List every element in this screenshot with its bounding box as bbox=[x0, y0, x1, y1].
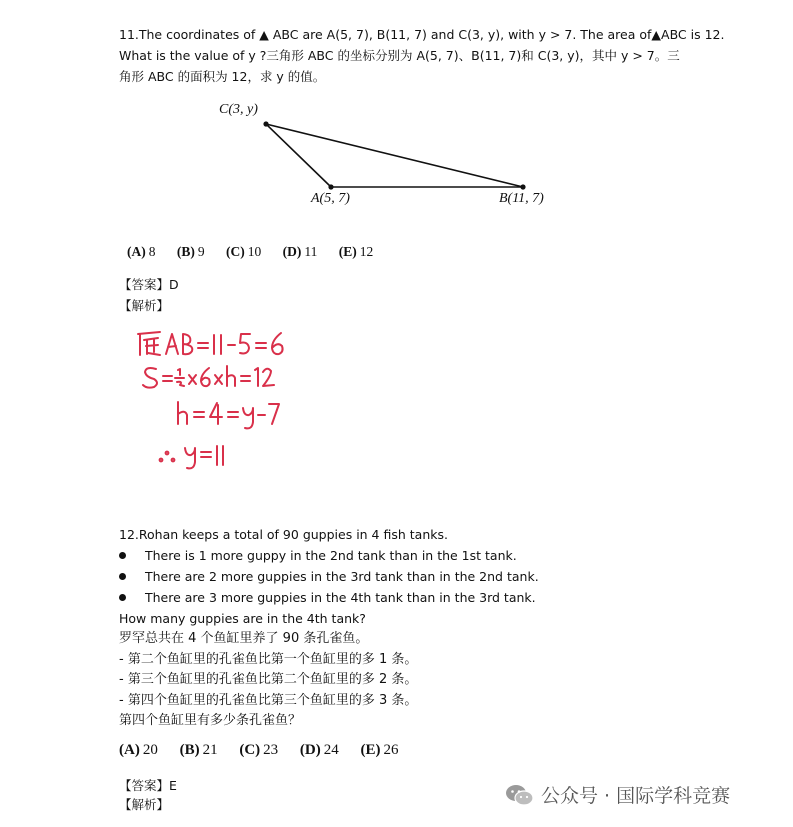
label-a: A(5, 7) bbox=[311, 191, 350, 206]
hw-line4 bbox=[160, 446, 223, 468]
q11-text-line2: What is the value of y ?三角形 ABC 的坐标分别为 A(5, 7)、B(11, 7)和 C(3, y)，其中 y > 7。三 bbox=[119, 48, 680, 63]
q12-choice-e[interactable]: (E) 26 bbox=[360, 742, 399, 758]
q12-bullet-1: There is 1 more guppy in the 2nd tank than in the 1st tank. bbox=[119, 547, 517, 565]
q12-text-line1: 12.Rohan keeps a total of 90 guppies in 4 fish tanks. bbox=[119, 527, 448, 542]
q12-cn-line1: 罗罕总共在 4 个鱼缸里养了 90 条孔雀鱼。 bbox=[119, 631, 369, 646]
q12-bullet-2: There are 2 more guppies in the 3rd tank than in the 2nd tank. bbox=[119, 568, 539, 586]
q11-analysis-label: 【解析】 bbox=[119, 298, 170, 313]
bullet-icon bbox=[119, 573, 126, 580]
q12-answer: 【答案】E bbox=[119, 778, 177, 793]
hw-line1 bbox=[138, 332, 283, 355]
watermark-text: 公众号 · 国际学科竞赛 bbox=[541, 785, 731, 807]
q12-cn-line2: - 第二个鱼缸里的孔雀鱼比第一个鱼缸里的多 1 条。 bbox=[119, 652, 418, 667]
q12-choice-a[interactable]: (A) 20 bbox=[119, 742, 158, 758]
handwritten-solution bbox=[130, 320, 310, 480]
wechat-icon bbox=[505, 783, 535, 807]
q11-choice-e[interactable]: (E) 12 bbox=[338, 244, 374, 259]
q12-question-en: How many guppies are in the 4th tank? bbox=[119, 611, 366, 626]
bullet-icon bbox=[119, 594, 126, 601]
vertex-b bbox=[520, 184, 525, 189]
q11-choice-a[interactable]: (A) 8 bbox=[127, 244, 156, 259]
q11-choice-d[interactable]: (D) 11 bbox=[282, 244, 318, 259]
q12-choice-b[interactable]: (B) 21 bbox=[179, 742, 218, 758]
q11-choice-c[interactable]: (C) 10 bbox=[226, 244, 262, 259]
q11-choice-b[interactable]: (B) 9 bbox=[176, 244, 205, 259]
label-c: C(3, y) bbox=[219, 102, 258, 117]
q12-cn-line4: - 第四个鱼缸里的孔雀鱼比第三个鱼缸里的多 3 条。 bbox=[119, 693, 418, 708]
q12-cn-line5: 第四个鱼缸里有多少条孔雀鱼？ bbox=[119, 713, 302, 728]
q12-choice-d[interactable]: (D) 24 bbox=[299, 742, 339, 758]
label-b: B(11, 7) bbox=[499, 191, 544, 206]
q11-choices bbox=[127, 244, 391, 260]
side-cb bbox=[266, 124, 523, 187]
q11-text-line3: 角形 ABC 的面积为 12，求 y 的值。 bbox=[119, 69, 326, 84]
hw-line3 bbox=[178, 402, 279, 428]
q12-analysis-label: 【解析】 bbox=[119, 797, 170, 812]
bullet-icon bbox=[119, 552, 126, 559]
q12-choices bbox=[119, 742, 416, 759]
side-ca bbox=[266, 124, 331, 187]
vertex-a bbox=[328, 184, 333, 189]
q11-text-line1: 11.The coordinates of ▲ ABC are A(5, 7), B(11, 7) and C(3, y), with y > 7. The area of▲ABC is 12. bbox=[119, 27, 725, 42]
q12-choice-c[interactable]: (C) 23 bbox=[239, 742, 279, 758]
q12-cn-line3: - 第三个鱼缸里的孔雀鱼比第二个鱼缸里的多 2 条。 bbox=[119, 672, 418, 687]
vertex-c bbox=[263, 121, 268, 126]
hw-line2 bbox=[143, 366, 274, 388]
q12-bullet-3: There are 3 more guppies in the 4th tank than in the 3rd tank. bbox=[119, 589, 536, 607]
q11-answer: 【答案】D bbox=[119, 277, 179, 292]
